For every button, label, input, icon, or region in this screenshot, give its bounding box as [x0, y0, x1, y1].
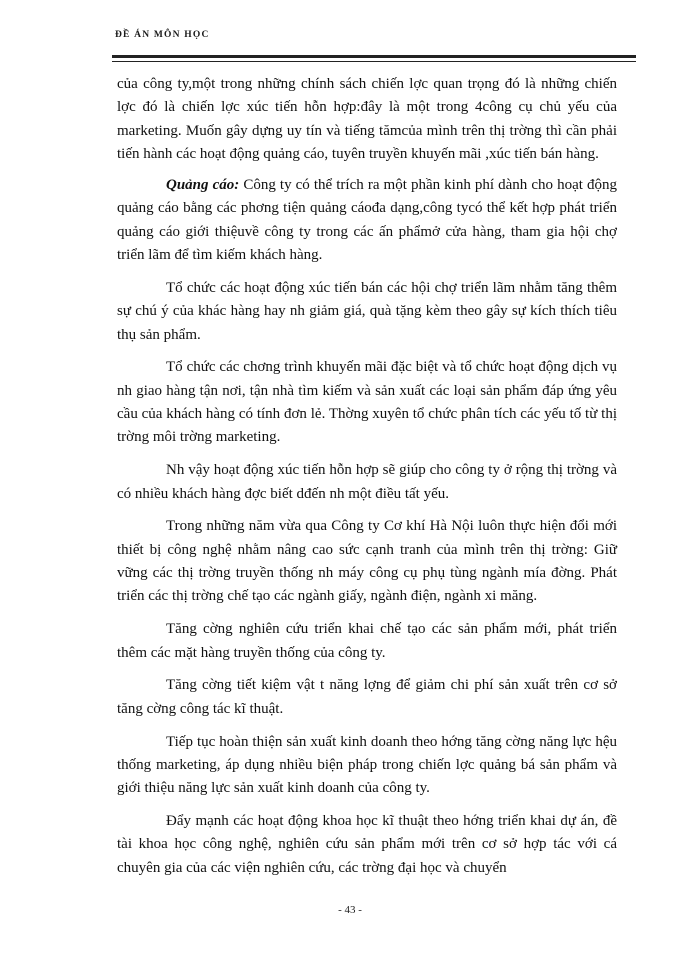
paragraph-sales-promotion: [117, 277, 617, 347]
paragraph-text: Tăng cờng tiết kiệm vật t năng lợng để giảm chi phí sản xuất trên cơ sở tăng cờng công tác kĩ thuật.: [117, 677, 617, 717]
paragraph-lead-advertising: Quảng cáo:: [166, 177, 240, 194]
paragraph-research: [117, 618, 617, 665]
paragraph-recent-years: [117, 515, 617, 608]
paragraph-continuation: [117, 73, 617, 166]
header-rule-thin: [112, 61, 636, 62]
paragraph-conclusion: [117, 459, 617, 506]
paragraph-text: Tổ chức các chơng trình khuyến mãi đặc biệt và tổ chức hoạt động dịch vụ nh giao hàng tận nơi, tận nhà tìm kiếm và sản xuất các loại sản phẩm đáp ứng yêu cầu của khách hàng có tính đơn lẻ. Thờng xuyên tổ chức phân tích các yếu tố từ thị trờng môi trờng marketing.: [117, 359, 617, 446]
paragraph-text: Đẩy mạnh các hoạt động khoa học kĩ thuật theo hớng triển khai dự án, đề tài khoa học công nghệ, nghiên cứu sản phẩm mới trên cơ sở hợp tác với cá chuyên gia của các viện nghiên cứu, các trờng đại học và chuyển: [117, 813, 617, 876]
paragraph-text: Trong những năm vừa qua Công ty Cơ khí Hà Nội luôn thực hiện đổi mới thiết bị công nghệ nhằm nâng cao sức cạnh tranh của mình trên thị trờng: Giữ vững các thị trờng truyền thống nh máy công cụ phụ tùng ngành mía đờng. Phát triển các thị trờng chế tạo các ngành giấy, ngành điện, ngành xi măng.: [117, 518, 617, 605]
paragraph-text: Công ty có thể trích ra một phần kinh phí dành cho hoạt động quảng cáo bằng các phơng tiện quảng cáođa dạng,công tycó thể kết hợp phát triển quảng cáo giới thiệuvề công ty trong các ấn phẩmở cửa hàng, tham gia hội chợ triển lãm để tìm kiếm khách hàng.: [117, 177, 618, 264]
header-rule-thick: [112, 55, 636, 58]
paragraph-advertising: [117, 174, 617, 267]
paragraph-marketing-system: [117, 731, 617, 801]
paragraph-text: Tăng cờng nghiên cứu triển khai chế tạo các sản phẩm mới, phát triển thêm các mặt hàng truyền thống của công ty.: [117, 621, 617, 661]
paragraph-science-technology: [117, 810, 617, 880]
document-header-title: ĐỀ ÁN MÔN HỌC: [115, 30, 210, 40]
paragraph-text: của công ty,một trong những chính sách chiến lợc quan trọng đó là những chiến lợc đó là chiến lợc xúc tiến hỗn hợp:đây là một trong 4công cụ chủ yếu của marketing. Muốn gây dựng uy tín và tiếng tămcủa mình trên thị trờng thì cần phải tiến hành các hoạt động quảng cáo, tuyên truyền khuyến mãi ,xúc tiến bán hàng.: [117, 76, 617, 162]
document-body: [117, 73, 617, 890]
paragraph-text: Tổ chức các hoạt động xúc tiến bán các hội chợ triển lãm nhằm tăng thêm sự chú ý của khác hàng hay nh giảm giá, quà tặng kèm theo gây sự kích thích tiêu thụ sản phẩm.: [117, 279, 617, 343]
paragraph-text: Tiếp tục hoàn thiện sản xuất kinh doanh theo hớng tăng cờng năng lực hệu thống marketing, áp dụng nhiều biện pháp trong chiến lợc quảng bá sản phẩm và giới thiệu năng lực sản xuất kinh doanh của công ty.: [117, 733, 617, 797]
paragraph-special-programs: [117, 356, 617, 449]
page-number: - 43 -: [338, 904, 362, 916]
paragraph-text: Nh vậy hoạt động xúc tiến hỗn hợp sẽ giúp cho công ty ở rộng thị trờng và có nhiều khách hàng đợc biết dđến nh một điều tất yếu.: [117, 462, 617, 502]
paragraph-savings: [117, 674, 617, 721]
